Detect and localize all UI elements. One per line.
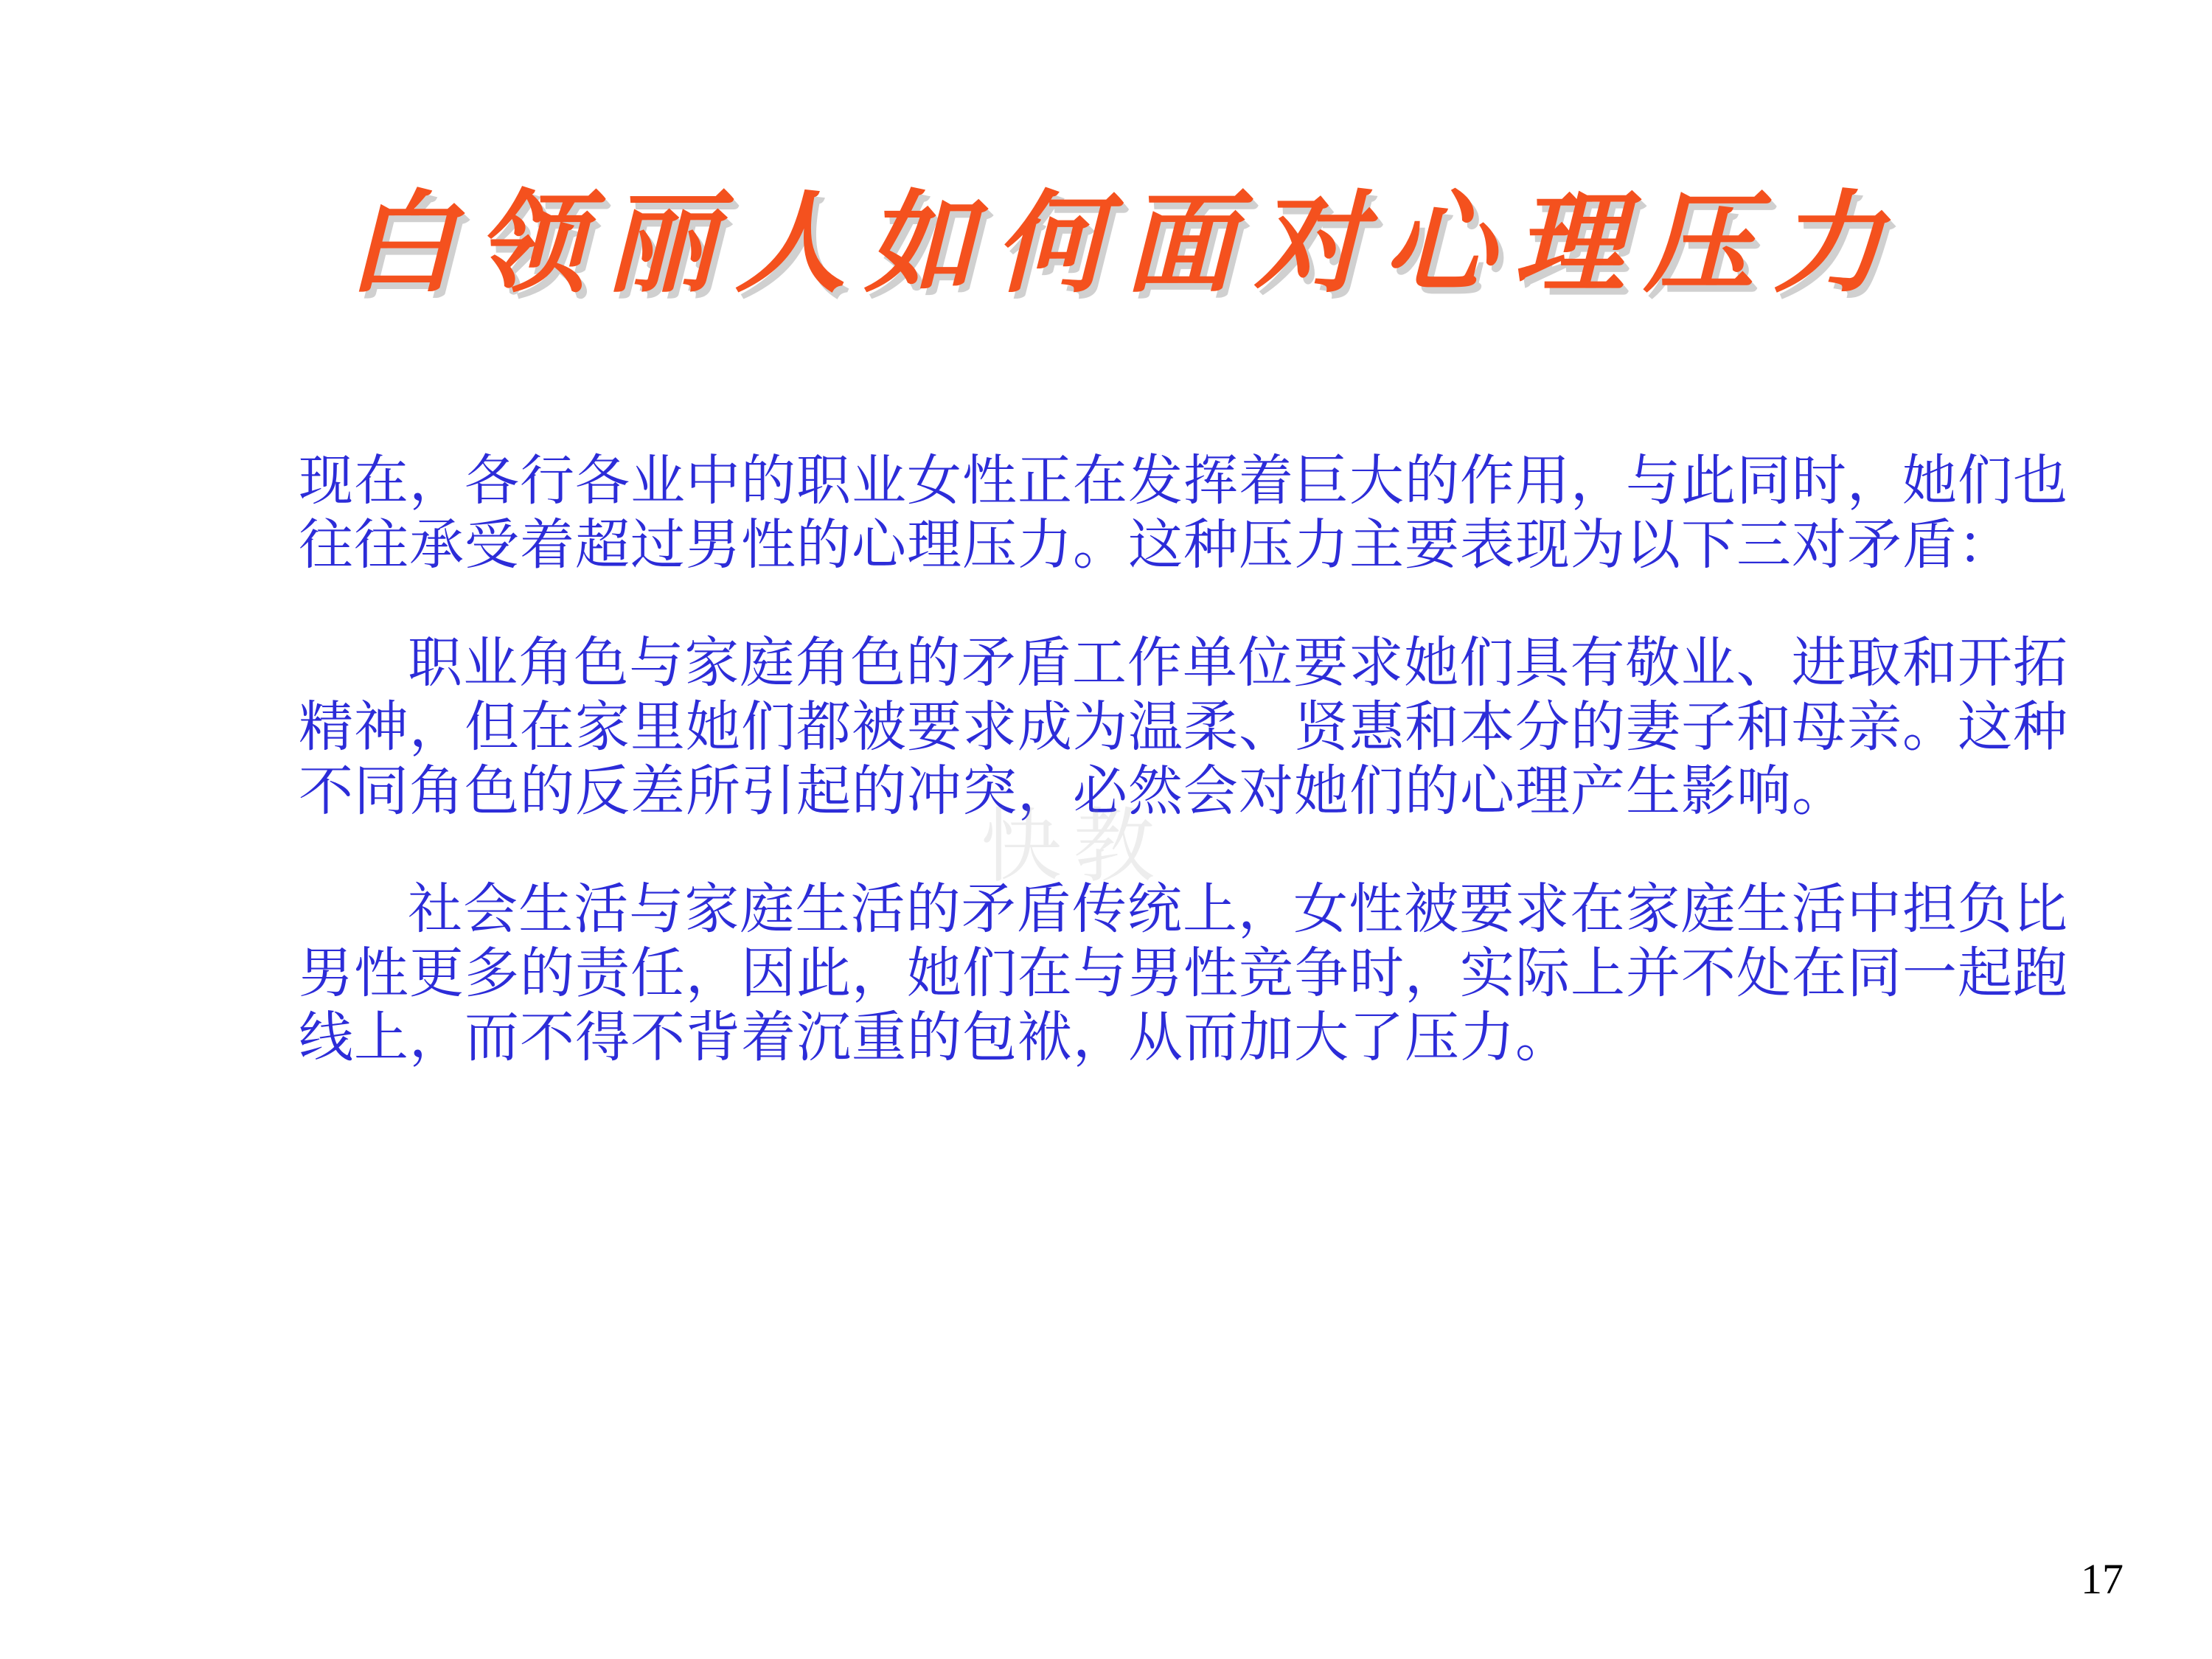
- paragraph-conflict-2: 社会生活与家庭生活的矛盾传统上，女性被要求在家庭生活中担负比男性更多的责任，因此，她们在与男性竞争时，实际上并不处在同一起跑线上，而不得不背着沉重的包袱，从而加大了压力。: [299, 879, 2068, 1069]
- slide-title: 白领丽人如何面对心理压力: [345, 178, 1903, 308]
- page-number: 17: [2081, 1555, 2124, 1603]
- paragraph-intro: 现在，各行各业中的职业女性正在发挥着巨大的作用，与此同时，她们也往往承受着超过男性的心理压力。这种压力主要表现为以下三对矛盾：: [299, 451, 2068, 577]
- watermark-text: 快教: [981, 799, 1166, 894]
- slide-body: [299, 450, 2068, 1104]
- paragraph-conflict-1: 职业角色与家庭角色的矛盾工作单位要求她们具有敬业、进取和开拓精神，但在家里她们都被要求成为温柔、贤惠和本分的妻子和母亲。这种不同角色的反差所引起的冲突，必然会对她们的心理产生影响。: [299, 633, 2068, 823]
